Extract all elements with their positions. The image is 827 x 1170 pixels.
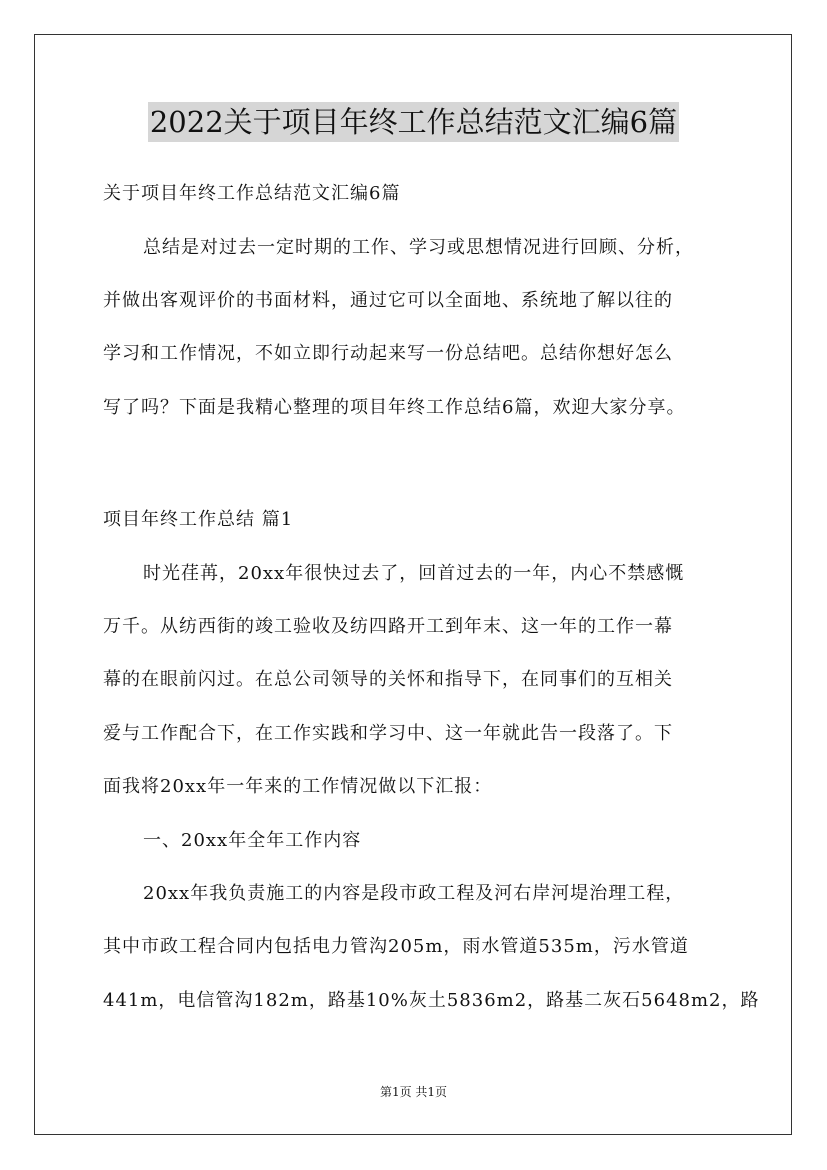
intro-line-2: 并做出客观评价的书面材料，通过它可以全面地、系统地了解以往的	[103, 290, 673, 311]
intro-line-1: 总结是对过去一定时期的工作、学习或思想情况进行回顾、分析，	[143, 237, 694, 258]
intro-line-3: 学习和工作情况，不如立即行动起来写一份总结吧。总结你想好怎么	[103, 343, 673, 364]
para1-line-3: 幕的在眼前闪过。在总公司领导的关怀和指导下，在同事们的互相关	[103, 669, 673, 690]
intro-line-4: 写了吗？下面是我精心整理的项目年终工作总结6篇，欢迎大家分享。	[103, 397, 686, 418]
para2-line-3: 441m，电信管沟182m，路基10%灰土5836m2，路基二灰石5648m2，路	[103, 990, 760, 1011]
document-subtitle: 关于项目年终工作总结范文汇编6篇	[103, 183, 401, 204]
para2-line-1: 20xx年我负责施工的内容是段市政工程及河右岸河堤治理工程，	[143, 883, 685, 904]
para1-line-2: 万千。从纺西街的竣工验收及纺四路开工到年末、这一年的工作一幕	[103, 616, 673, 637]
document-title: 2022关于项目年终工作总结范文汇编6篇	[148, 102, 679, 142]
para1-line-4: 爱与工作配合下，在工作实践和学习中、这一年就此告一段落了。下	[103, 723, 673, 744]
para1-line-5: 面我将20xx年一年来的工作情况做以下汇报：	[103, 776, 493, 797]
para2-line-2: 其中市政工程合同内包括电力管沟205m，雨水管道535m，污水管道	[103, 936, 689, 957]
page-footer: 第1页 共1页	[379, 1085, 448, 1099]
section-heading: 项目年终工作总结 篇1	[103, 509, 294, 530]
para1-line-1: 时光荏苒，20xx年很快过去了，回首过去的一年，内心不禁感慨	[143, 563, 685, 584]
subheading: 一、20xx年全年工作内容	[143, 830, 362, 851]
title-container	[0, 102, 827, 142]
